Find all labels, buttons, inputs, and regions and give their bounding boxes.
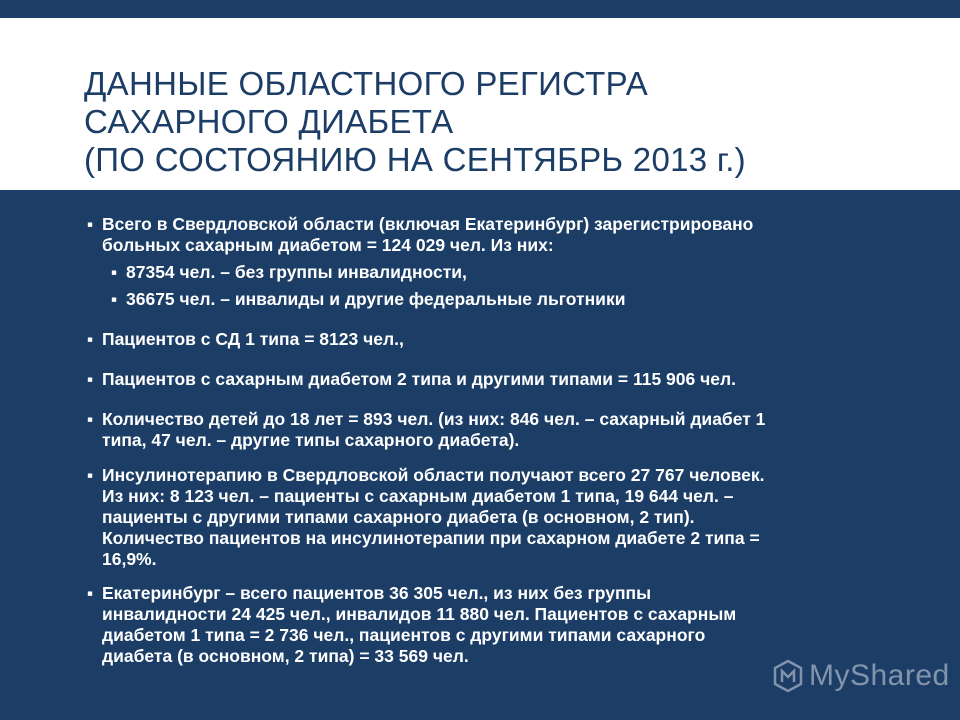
bullet-marker: ▪ [86,214,94,234]
top-band [0,0,960,18]
slide-title [84,65,924,179]
bullet-text-line: Пациентов с СД 1 типа = 8123 чел., [102,329,404,349]
slide-title-line: САХАРНОГО ДИАБЕТА [84,103,454,140]
bullet-text-line: Екатеринбург – всего пациентов 36 305 чел., из них без группы [102,583,652,603]
slide-body [0,190,960,720]
bullet-marker: ▪ [110,262,118,282]
bullet-text-line: Инсулинотерапию в Свердловской области получают всего 27 767 человек. [102,465,765,485]
bullet-total-registered [86,214,902,256]
bullet-marker: ▪ [86,369,94,389]
bullet-text-line: 36675 чел. – инвалиды и другие федеральные льготники [126,289,626,309]
bullet-text-line: 87354 чел. – без группы инвалидности, [126,262,467,282]
bullet-marker: ▪ [86,329,94,349]
bullet-text-line: Из них: 8 123 чел. – пациенты с сахарным диабетом 1 типа, 19 644 чел. – [102,486,734,506]
bullet-text-line: пациенты с другими типами сахарного диабета (в основном, 2 тип). [102,507,695,527]
bullet-marker: ▪ [86,583,94,603]
bullet-type1-patients [86,329,902,350]
bullet-text-line: диабетом 1 типа = 2 736 чел., пациентов с другими типами сахарного [102,625,706,645]
bullet-text-line: Всего в Свердловской области (включая Екатеринбург) зарегистрировано [102,214,754,234]
subbullet-no-disability [110,262,886,283]
bullet-yekaterinburg [86,583,902,667]
myshared-logo-icon [773,659,803,693]
bullet-type2-patients [86,369,902,390]
bullet-text-line: диабета (в основном, 2 типа) = 33 569 чел. [102,646,469,666]
subbullet-disabled-beneficiaries [110,289,886,310]
slide-title-line: (ПО СОСТОЯНИЮ НА СЕНТЯБРЬ 2013 г.) [84,141,746,178]
bullet-text-line: типа, 47 чел. – другие типы сахарного диабета). [102,430,520,450]
bullet-marker: ▪ [86,409,94,429]
slide-title-line: ДАННЫЕ ОБЛАСТНОГО РЕГИСТРА [84,65,649,102]
myshared-watermark [773,656,950,696]
bullet-children-count [86,409,902,451]
bullet-text-line: Количество пациентов на инсулинотерапии при сахарном диабете 2 типа = [102,528,760,548]
bullet-marker: ▪ [86,465,94,485]
bullet-text-line: 16,9%. [102,549,157,569]
bullet-text-line: Количество детей до 18 лет = 893 чел. (из них: 846 чел. – сахарный диабет 1 [102,409,766,429]
bullet-text-line: инвалидности 24 425 чел., инвалидов 11 880 чел. Пациентов с сахарным [102,604,737,624]
bullet-insulin-therapy [86,465,902,570]
title-panel [0,18,960,190]
bullet-text-line: больных сахарным диабетом = 124 029 чел. Из них: [102,235,554,255]
bullet-text-line: Пациентов с сахарным диабетом 2 типа и другими типами = 115 906 чел. [102,369,736,389]
bullet-marker: ▪ [110,289,118,309]
watermark-text: MyShared [809,659,950,692]
